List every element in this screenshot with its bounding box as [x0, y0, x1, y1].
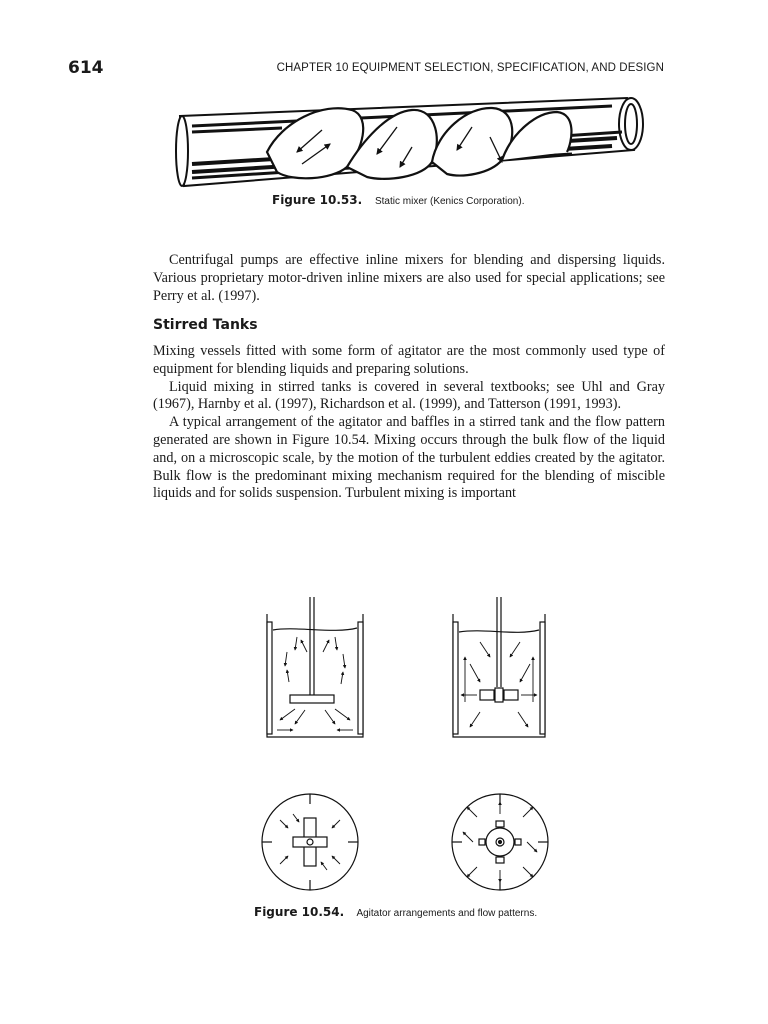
tank-plan-view-right	[452, 794, 548, 890]
paragraph: Centrifugal pumps are effective inline mixers for blending and dispersing liquids. Various proprietary motor-driven inline mixers are also used for special applications; see Perry et al. (1997).	[153, 252, 665, 304]
agitator-flow-figure	[255, 592, 565, 902]
tank-side-view-left	[267, 597, 363, 737]
paragraph: Mixing vessels fitted with some form of agitator are the most commonly used type of equipment for blending liquids and preparing solutions.	[153, 343, 665, 377]
section-body	[153, 343, 665, 503]
figure-10-53-caption	[272, 193, 524, 207]
tank-plan-view-left	[262, 794, 358, 890]
figure-10-54-caption	[254, 905, 537, 919]
intro-text	[153, 252, 665, 305]
figure-label: Figure 10.53.	[272, 193, 363, 207]
section-heading: Stirred Tanks	[153, 317, 258, 333]
page-number: 614	[68, 58, 104, 78]
figure-label: Figure 10.54.	[254, 905, 345, 919]
paragraph: A typical arrangement of the agitator and baffles in a stirred tank and the flow pattern generated are shown in Figure 10.54. Mixing occurs through the bulk flow of the liquid and, on a microscopic scale, by the motion of the turbulent eddies created by the agitator. Bulk flow is the predominant mixing mechanism required for the blending of miscible liquids and for solids suspension. Turbulent mixing is important	[153, 414, 665, 502]
figure-caption-text: Agitator arrangements and flow patterns.	[356, 908, 538, 919]
static-mixer-figure	[172, 92, 672, 188]
tank-side-view-right	[453, 597, 545, 737]
paragraph: Liquid mixing in stirred tanks is covered in several textbooks; see Uhl and Gray (1967), Harnby et al. (1997), Richardson et al. (1999), and Tatterson (1991, 1993).	[153, 378, 665, 413]
running-head: CHAPTER 10 EQUIPMENT SELECTION, SPECIFICATION, AND DESIGN	[276, 62, 664, 74]
figure-caption-text: Static mixer (Kenics Corporation).	[374, 196, 525, 207]
